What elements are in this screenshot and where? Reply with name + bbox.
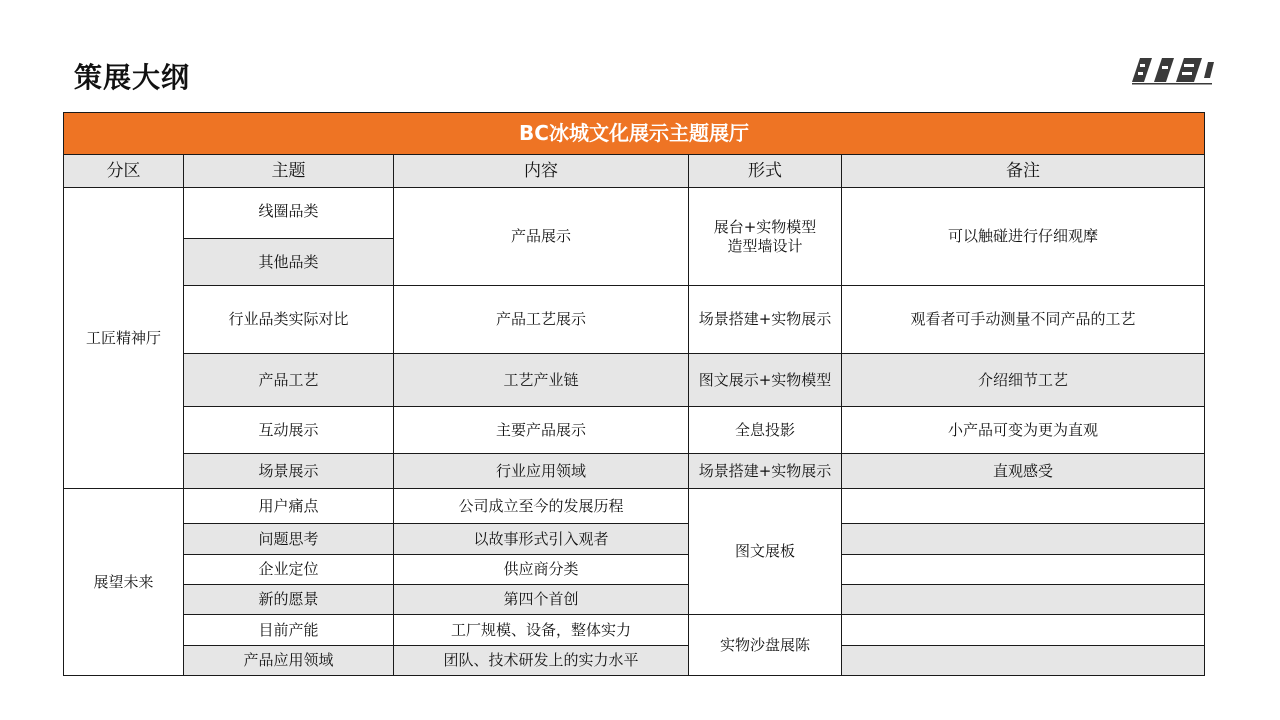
table-header-row bbox=[64, 155, 1205, 188]
theme-cell: 其他品类 bbox=[184, 239, 394, 286]
note-cell: 直观感受 bbox=[842, 454, 1205, 489]
theme-cell: 线圈品类 bbox=[184, 188, 394, 239]
table-row bbox=[64, 646, 1205, 676]
form-cell: 场景搭建+实物展示 bbox=[689, 286, 842, 354]
theme-cell: 新的愿景 bbox=[184, 585, 394, 615]
theme-cell: 场景展示 bbox=[184, 454, 394, 489]
header-theme: 主题 bbox=[184, 155, 394, 188]
theme-cell: 问题思考 bbox=[184, 524, 394, 555]
table-row bbox=[64, 615, 1205, 646]
form-cell bbox=[689, 188, 842, 286]
table-row bbox=[64, 524, 1205, 555]
note-cell bbox=[842, 615, 1205, 646]
form-cell: 实物沙盘展陈 bbox=[689, 615, 842, 676]
table-row bbox=[64, 454, 1205, 489]
theme-cell: 企业定位 bbox=[184, 555, 394, 585]
content-cell: 公司成立至今的发展历程 bbox=[394, 489, 689, 524]
form-cell: 场景搭建+实物展示 bbox=[689, 454, 842, 489]
table-row bbox=[64, 407, 1205, 454]
zone-cell: 展望未来 bbox=[64, 489, 184, 676]
table-row bbox=[64, 585, 1205, 615]
theme-cell: 互动展示 bbox=[184, 407, 394, 454]
content-cell: 产品展示 bbox=[394, 188, 689, 286]
form-line-2: 造型墙设计 bbox=[727, 236, 803, 255]
header-content: 内容 bbox=[394, 155, 689, 188]
note-cell bbox=[842, 585, 1205, 615]
note-cell bbox=[842, 524, 1205, 555]
brand-logo bbox=[1128, 52, 1220, 88]
table-row bbox=[64, 354, 1205, 407]
header-note: 备注 bbox=[842, 155, 1205, 188]
note-cell: 小产品可变为更为直观 bbox=[842, 407, 1205, 454]
note-cell: 介绍细节工艺 bbox=[842, 354, 1205, 407]
note-cell bbox=[842, 555, 1205, 585]
table-banner: BC冰城文化展示主题展厅 bbox=[64, 113, 1205, 155]
content-cell: 第四个首创 bbox=[394, 585, 689, 615]
theme-cell: 用户痛点 bbox=[184, 489, 394, 524]
curation-table bbox=[63, 112, 1205, 676]
form-cell: 全息投影 bbox=[689, 407, 842, 454]
content-cell: 产品工艺展示 bbox=[394, 286, 689, 354]
theme-cell: 目前产能 bbox=[184, 615, 394, 646]
form-line-1: 展台+实物模型 bbox=[713, 217, 817, 236]
note-cell bbox=[842, 646, 1205, 676]
theme-cell: 行业品类实际对比 bbox=[184, 286, 394, 354]
note-cell: 观看者可手动测量不同产品的工艺 bbox=[842, 286, 1205, 354]
table-row bbox=[64, 286, 1205, 354]
page-title: 策展大纲 bbox=[74, 61, 191, 94]
theme-cell: 产品应用领域 bbox=[184, 646, 394, 676]
note-cell: 可以触碰进行仔细观摩 bbox=[842, 188, 1205, 286]
content-cell: 主要产品展示 bbox=[394, 407, 689, 454]
note-cell bbox=[842, 489, 1205, 524]
header-form: 形式 bbox=[689, 155, 842, 188]
content-cell: 以故事形式引入观者 bbox=[394, 524, 689, 555]
content-cell: 工厂规模、设备，整体实力 bbox=[394, 615, 689, 646]
table-row bbox=[64, 188, 1205, 239]
header-zone: 分区 bbox=[64, 155, 184, 188]
content-cell: 工艺产业链 bbox=[394, 354, 689, 407]
content-cell: 行业应用领域 bbox=[394, 454, 689, 489]
table-row bbox=[64, 555, 1205, 585]
table-row bbox=[64, 489, 1205, 524]
content-cell: 供应商分类 bbox=[394, 555, 689, 585]
form-cell: 图文展板 bbox=[689, 489, 842, 615]
content-cell: 团队、技术研发上的实力水平 bbox=[394, 646, 689, 676]
form-cell: 图文展示+实物模型 bbox=[689, 354, 842, 407]
theme-cell: 产品工艺 bbox=[184, 354, 394, 407]
zone-cell: 工匠精神厅 bbox=[64, 188, 184, 489]
